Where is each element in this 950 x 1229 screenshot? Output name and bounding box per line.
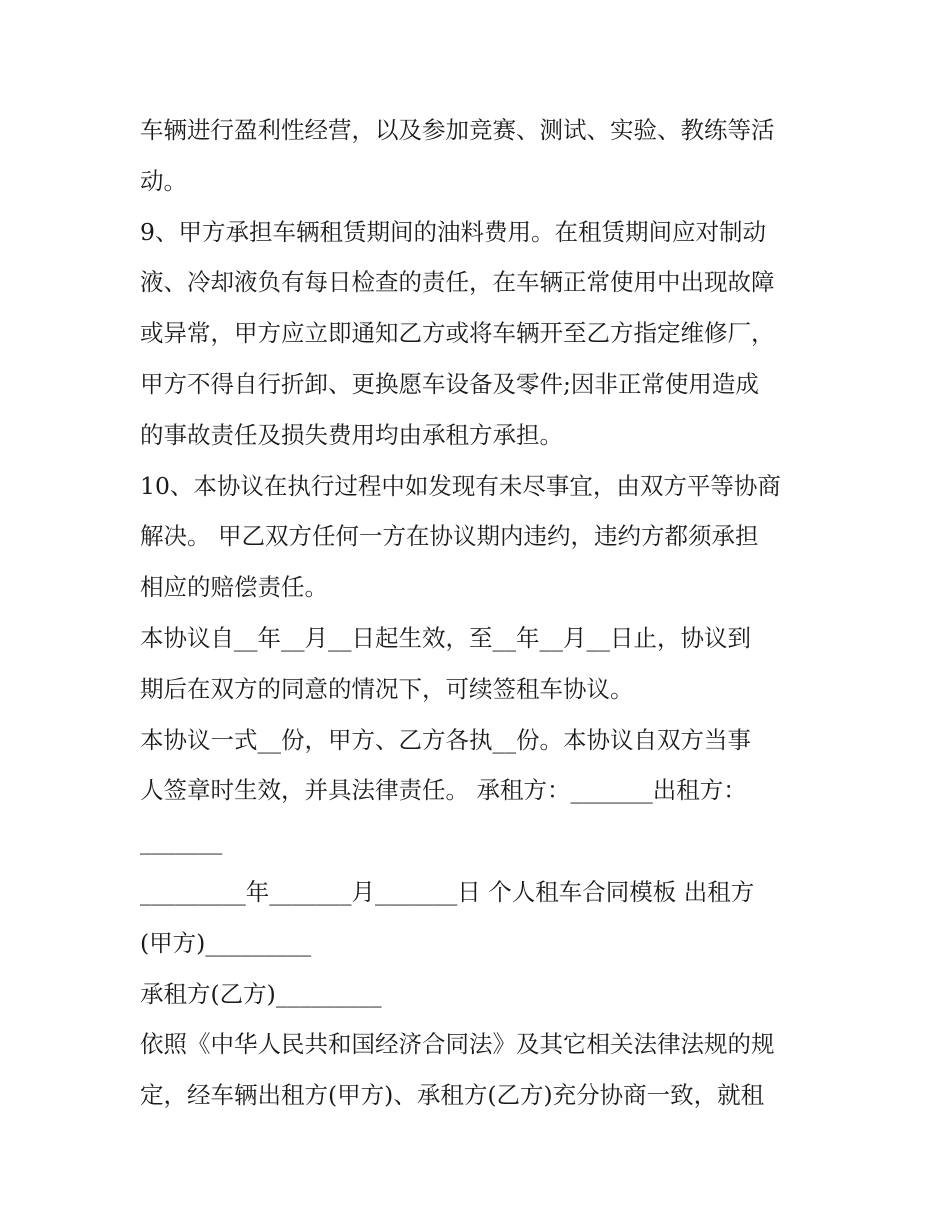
clause-10-line: 10、本协议在执行过程中如发现有未尽事宜，由双方平等协商	[140, 471, 781, 500]
text-line: 的事故责任及损失费用均由承租方承担。	[140, 420, 563, 449]
text-line: 液、冷却液负有每日检查的责任，在车辆正常使用中出现故障	[140, 268, 775, 297]
signature-line: 人签章时生效，并具法律责任。 承租方：_______出租方：	[140, 776, 747, 805]
lessor-party-line: (甲方)_________	[140, 928, 312, 957]
effective-date-line: 本协议自__年__月__日起生效，至__年__月__日止，协议到	[140, 623, 751, 652]
signature-blank-line: _______	[140, 827, 223, 856]
text-line: 期后在双方的同意的情况下，可续签租车协议。	[140, 674, 634, 703]
text-line: 相应的赔偿责任。	[140, 573, 328, 602]
preamble-line: 依照《中华人民共和国经济合同法》及其它相关法律法规的规	[140, 1030, 775, 1059]
copies-line: 本协议一式__份，甲方、乙方各执__份。本协议自双方当事	[140, 725, 751, 754]
text-line: 动。	[140, 166, 187, 195]
date-blank-line: _________年_______月_______日 个人租车合同模板 出租方	[140, 877, 755, 906]
text-line: 解决。 甲乙双方任何一方在协议期内违约，违约方都须承担	[140, 522, 759, 551]
text-line: 车辆进行盈利性经营，以及参加竞赛、测试、实验、教练等活	[140, 116, 775, 144]
text-line: 或异常，甲方应立即通知乙方或将车辆开至乙方指定维修厂，	[140, 319, 775, 348]
lessee-party-line: 承租方(乙方)_________	[140, 979, 382, 1008]
clause-9-line: 9、甲方承担车辆租赁期间的油料费用。在租赁期间应对制动	[140, 217, 766, 246]
contract-body-text	[140, 105, 830, 1121]
text-line: 甲方不得自行折卸、更换愿车设备及零件;因非正常使用造成	[140, 369, 759, 398]
text-line: 定，经车辆出租方(甲方)、承租方(乙方)充分协商一致，就租	[140, 1081, 765, 1110]
